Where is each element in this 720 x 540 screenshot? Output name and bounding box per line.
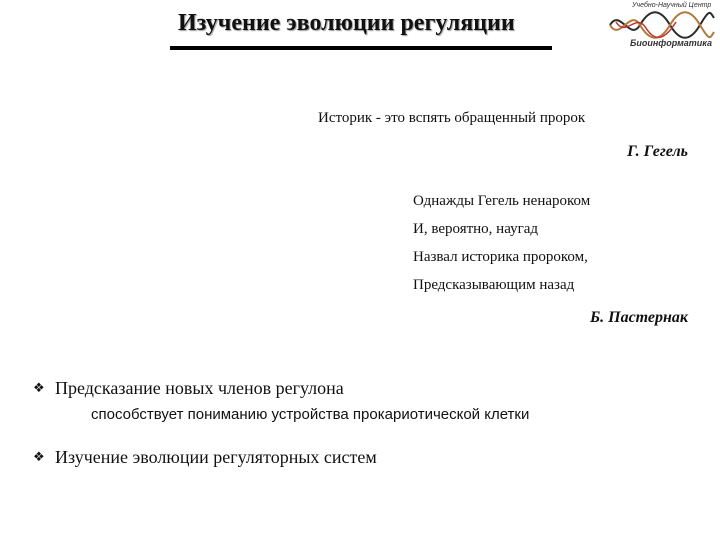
poem-line: Предсказывающим назад xyxy=(413,277,575,293)
bullet-text: Предсказание новых членов регулона xyxy=(55,378,344,398)
slide-title: Изучение эволюции регуляции xyxy=(178,10,515,36)
poem-line: Однажды Гегель ненароком xyxy=(413,193,591,209)
poem-author: Б. Пастернак xyxy=(589,309,688,326)
dna-helix-icon xyxy=(606,10,718,40)
bullet-text: Изучение эволюции регуляторных систем xyxy=(55,447,377,467)
bullet-item xyxy=(33,378,344,399)
poem-line: И, вероятно, наугад xyxy=(413,221,539,237)
logo xyxy=(606,0,718,56)
bullet-subtext: способствует пониманию устройства прокариотической клетки xyxy=(91,406,530,423)
epigraph-quote: Историк - это вспять обращенный пророк xyxy=(318,110,586,126)
poem-line: Назвал историка пророком, xyxy=(413,249,588,265)
logo-bottom-text: Биоинформатика xyxy=(630,38,712,48)
bullet-item xyxy=(33,447,377,468)
diamond-bullet-icon: ❖ xyxy=(33,381,45,396)
logo-top-text: Учебно-Научный Центр xyxy=(632,2,712,9)
title-underline xyxy=(170,46,552,50)
diamond-bullet-icon: ❖ xyxy=(33,450,45,465)
epigraph-author: Г. Гегель xyxy=(627,143,688,160)
